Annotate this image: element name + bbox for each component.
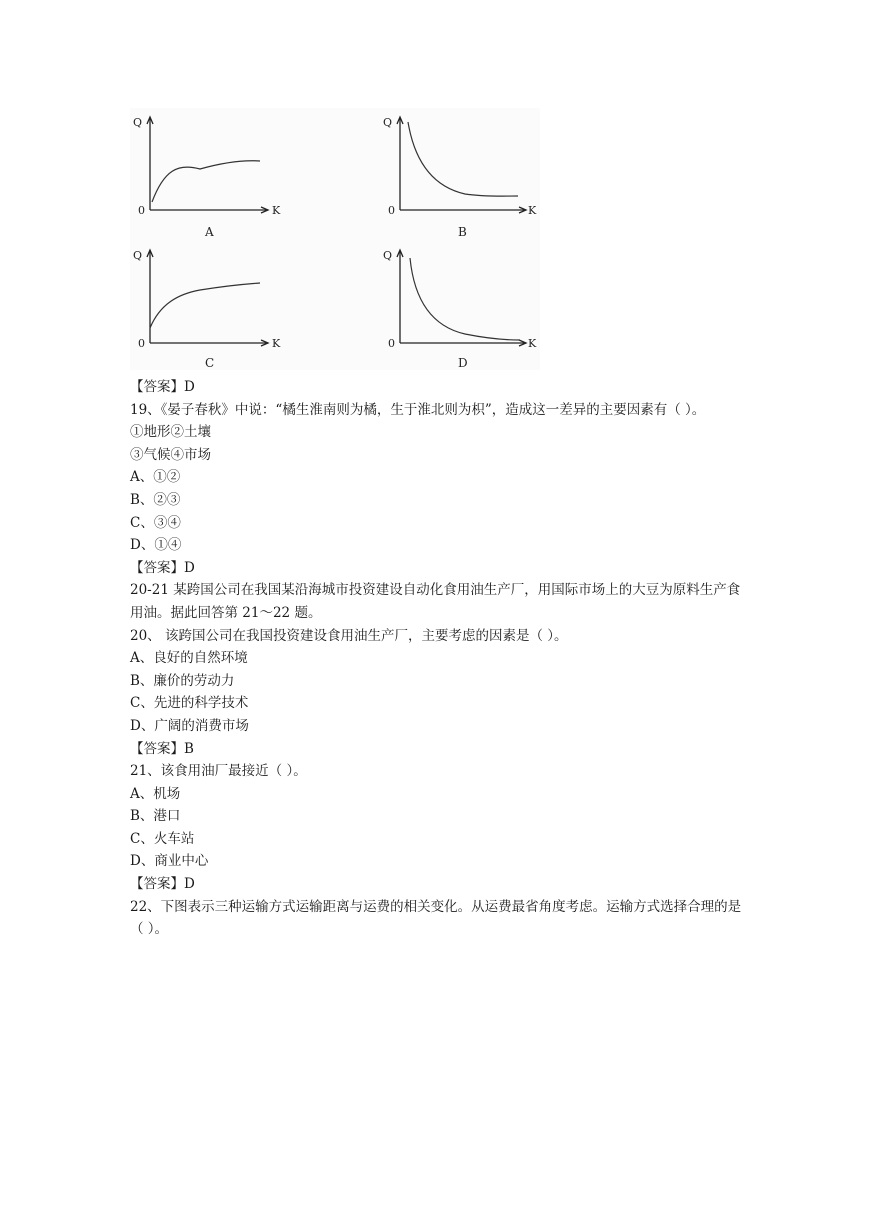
- qk-graphs: [130, 108, 540, 370]
- question-19-stem: 19、《晏子春秋》中说：“橘生淮南则为橘，生于淮北则为枳”，造成这一差异的主要因素有（ ）。: [130, 401, 706, 418]
- graph-panel-b: [383, 116, 537, 239]
- answer-line: 【答案】D: [130, 559, 195, 576]
- origin-label: 0: [388, 337, 395, 350]
- curve-b: [408, 122, 518, 196]
- choice-d: D、广阔的消费市场: [130, 717, 249, 734]
- choice-d: D、①④: [130, 537, 182, 554]
- qk-graph-figure: [130, 108, 540, 370]
- y-label: Q: [383, 249, 393, 262]
- curve-c: [150, 283, 260, 328]
- origin-label: 0: [138, 337, 145, 350]
- passage-20-21: 20-21 某跨国公司在我国某沿海城市投资建设自动化食用油生产厂，用国际市场上的大豆为原料生产食用油。据此回答第 21～22 题。: [130, 582, 741, 621]
- choice-d: D、商业中心: [130, 853, 209, 870]
- question-21-stem: 21、该食用油厂最接近（ ）。: [130, 763, 307, 780]
- choice-b: B、港口: [130, 808, 181, 825]
- y-label: Q: [133, 249, 143, 262]
- graph-panel-d: [383, 249, 537, 370]
- option-line: ③气候④市场: [130, 446, 211, 463]
- question-text: [130, 376, 750, 941]
- choice-b: B、廉价的劳动力: [130, 672, 235, 689]
- panel-caption: C: [205, 356, 215, 370]
- option-line: ①地形②土壤: [130, 424, 211, 441]
- origin-label: 0: [138, 204, 145, 217]
- choice-c: C、火车站: [130, 830, 195, 847]
- graph-panel-c: [133, 249, 281, 370]
- y-label: Q: [133, 116, 143, 129]
- choice-c: C、③④: [130, 514, 181, 531]
- choice-a: A、良好的自然环境: [130, 650, 248, 667]
- origin-label: 0: [388, 204, 395, 217]
- panel-caption: A: [205, 225, 214, 239]
- answer-line: 【答案】D: [130, 876, 195, 893]
- choice-c: C、先进的科学技术: [130, 695, 249, 712]
- x-label: K: [272, 204, 281, 217]
- panel-caption: D: [458, 356, 468, 370]
- x-label: K: [528, 337, 537, 350]
- y-label: Q: [383, 116, 393, 129]
- choice-b: B、②③: [130, 491, 181, 508]
- curve-d: [410, 258, 520, 340]
- choice-a: A、机场: [130, 785, 181, 802]
- answer-line: 【答案】B: [130, 740, 194, 757]
- x-label: K: [272, 337, 281, 350]
- choice-a: A、①②: [130, 469, 181, 486]
- x-label: K: [528, 204, 537, 217]
- answer-line: 【答案】D: [130, 379, 195, 395]
- question-22-stem: 22、下图表示三种运输方式运输距离与运费的相关变化。从运费最省角度考虑。运输方式选择合理的是（ ）。: [130, 898, 742, 938]
- curve-a: [152, 161, 260, 202]
- graph-panel-a: [133, 116, 281, 239]
- panel-caption: B: [458, 225, 467, 239]
- question-20-stem: 20、 该跨国公司在我国投资建设食用油生产厂，主要考虑的因素是（ ）。: [130, 627, 568, 644]
